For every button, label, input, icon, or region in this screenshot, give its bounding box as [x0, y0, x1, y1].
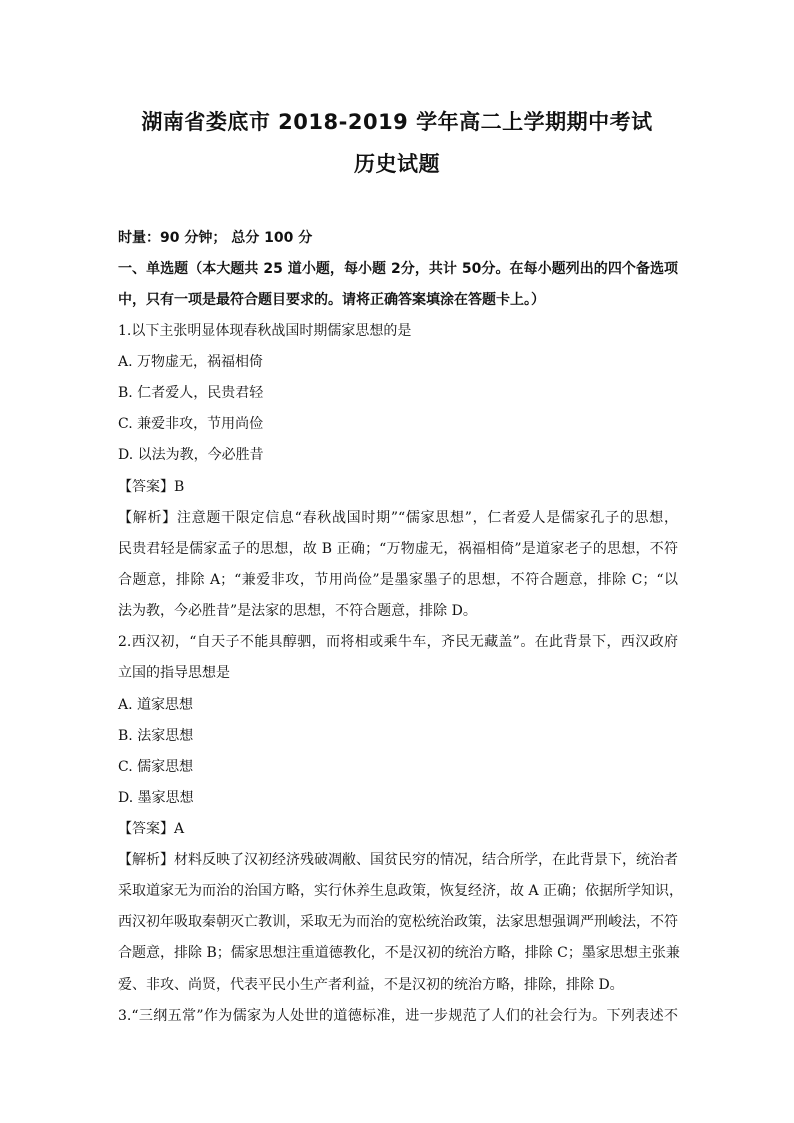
question-2-stem: 2.西汉初，“自天子不能具醇驷，而将相或乘牛车，齐民无藏盖”。在此背景下，西汉政府	[118, 634, 678, 650]
section-instruction-line-2: 中，只有一项是最符合题目要求的。请将正确答案填涂在答题卡上。）	[118, 292, 545, 308]
question-2-stem: 立国的指导思想是	[118, 665, 230, 681]
question-1-analysis-line: 合题意，排除 A；“兼爱非攻，节用尚俭”是墨家墨子的思想，不符合题意，排除 C；“以	[118, 572, 678, 588]
question-2-option-a: A. 道家思想	[118, 697, 194, 713]
document-title: 湖南省娄底市 2018-2019 学年高二上学期期中考试	[141, 110, 653, 134]
question-1-option-b: B. 仁者爱人，民贵君轻	[118, 385, 264, 401]
question-1-option-d: D. 以法为教，今必胜昔	[118, 447, 264, 463]
question-1-analysis-line: 民贵君轻是儒家孟子的思想，故 B 正确；“万物虚无，祸福相倚”是道家老子的思想，不符	[118, 541, 678, 557]
document-subtitle: 历史试题	[354, 152, 440, 176]
question-3-stem: 3.“三纲五常”作为儒家为人处世的道德标准，进一步规范了人们的社会行为。下列表述不	[118, 1008, 678, 1024]
question-1-stem: 1.以下主张明显体现春秋战国时期儒家思想的是	[118, 323, 412, 339]
exam-time-score: 时量：90 分钟； 总分 100 分	[118, 230, 313, 246]
question-1-option-c: C. 兼爱非攻，节用尚俭	[118, 416, 264, 432]
section-instruction-line-1: 一、单选题（本大题共 25 道小题，每小题 2分，共计 50分。在每小题列出的四个备选项	[118, 261, 678, 277]
question-1-answer: 【答案】B	[118, 479, 185, 495]
question-1-option-a: A. 万物虚无，祸福相倚	[118, 354, 264, 370]
question-2-option-c: C. 儒家思想	[118, 759, 194, 775]
question-1-analysis-line: 法为教，今必胜昔”是法家的思想，不符合题意，排除 D。	[118, 603, 477, 619]
question-2-answer: 【答案】A	[118, 821, 185, 837]
question-2-analysis-line: 采取道家无为而治的治国方略，实行休养生息政策，恢复经济，故 A 正确；依据所学知识，	[118, 883, 684, 899]
question-2-analysis-line: 爱、非攻、尚贤，代表平民小生产者利益，不是汉初的统治方略，排除，排除 D。	[118, 977, 624, 993]
question-2-option-d: D. 墨家思想	[118, 790, 194, 806]
question-2-analysis-line: 合题意，排除 B；儒家思想注重道德教化，不是汉初的统治方略，排除 C；墨家思想主张兼	[118, 945, 680, 961]
question-2-analysis-line: 西汉初年吸取秦朝灭亡教训，采取无为而治的宽松统治政策，法家思想强调严刑峻法，不符	[118, 914, 678, 930]
question-2-analysis-line: 【解析】材料反映了汉初经济残破凋敝、国贫民穷的情况，结合所学，在此背景下，统治者	[118, 852, 678, 868]
question-1-analysis-line: 【解析】注意题干限定信息“春秋战国时期”“儒家思想”，仁者爱人是儒家孔子的思想，	[118, 510, 678, 526]
question-2-option-b: B. 法家思想	[118, 728, 194, 744]
